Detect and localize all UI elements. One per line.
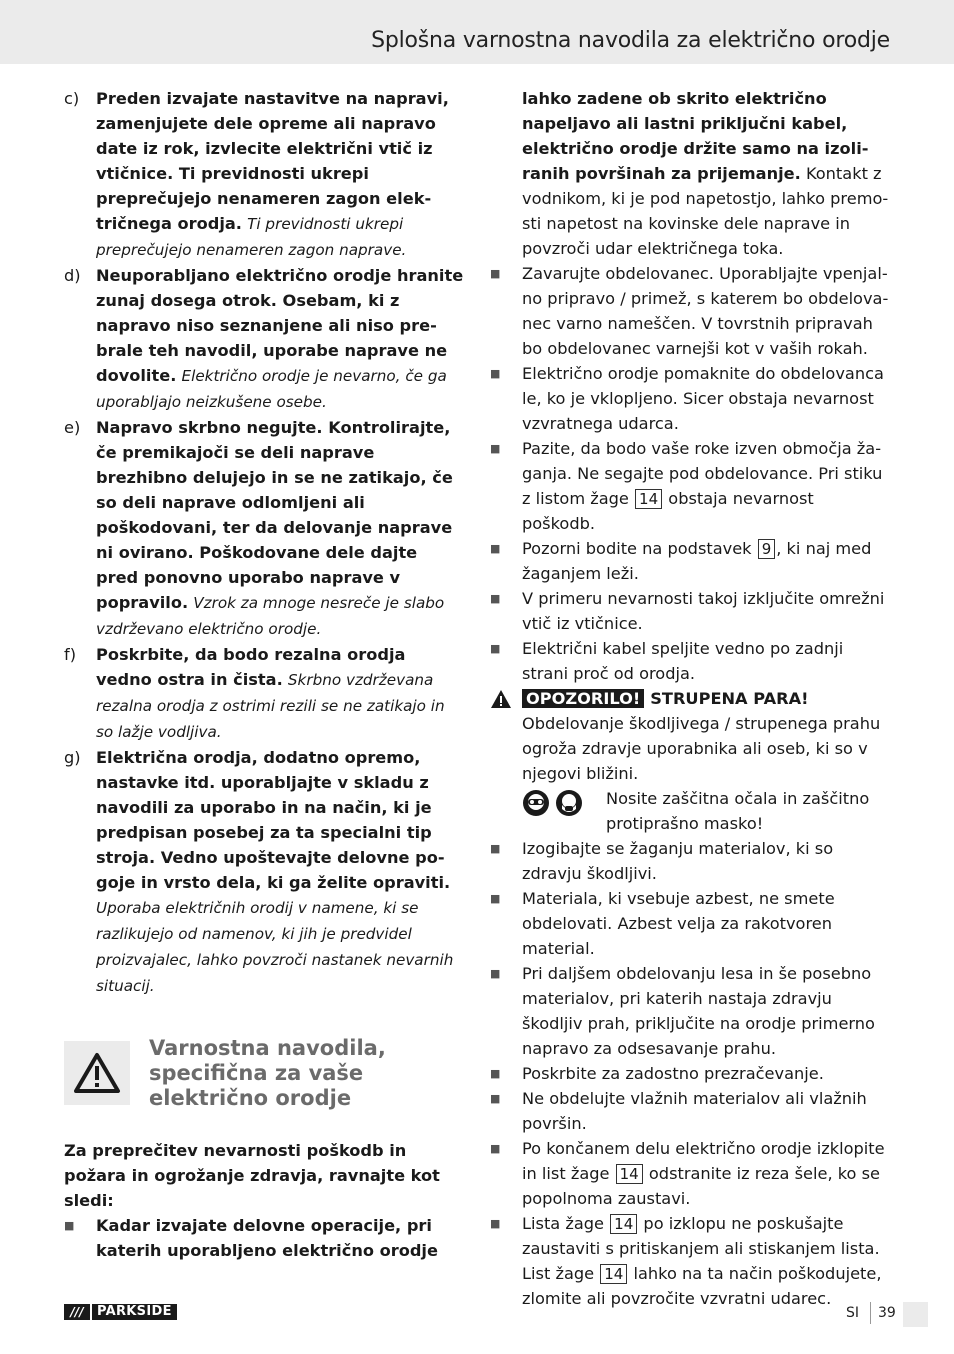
brand-mark: /// [64, 1304, 90, 1320]
list-item [490, 436, 890, 536]
bullet-icon: ■ [490, 1067, 501, 1080]
ppe-notice [490, 786, 890, 836]
list-item [490, 536, 890, 586]
bullet-text: obstaja nevarnost poškodb. [522, 489, 814, 533]
bullet-text: Električno orodje pomaknite do obdelovanca le, ko je vklopljeno. Sicer obstaja nevarnost vzvratnega udarca. [522, 364, 884, 433]
bullet-icon: ■ [490, 542, 501, 555]
bullet-text: Izogibajte se žaganju materialov, ki so zdravju škodljivi. [522, 839, 834, 883]
bullet-icon: ■ [490, 892, 501, 905]
bullet-icon: ■ [490, 592, 501, 605]
brand-logo [64, 1303, 177, 1321]
bullet-icon: ■ [490, 442, 501, 455]
list-item [64, 86, 464, 263]
bullet-text: Električni kabel speljite vedno po zadnji strani proč od orodja. [522, 639, 844, 683]
warning-text: Obdelovanje škodljivega / strupenega prahu ogroža zdravje uporabnika ali oseb, ki so v njegovi bližini. [522, 714, 881, 783]
item-label: e) [64, 418, 81, 437]
bullet-icon: ■ [490, 1092, 501, 1105]
item-italic-text: Ti previdnosti ukrepi preprečujejo nenameren zagon naprave. [96, 215, 407, 259]
part-ref: 14 [610, 1214, 637, 1234]
item-italic-text: Uporaba električnih orodij v namene, ki se razlikujejo od namenov, ki jih je predvidel proizvajalec, lahko povzroči nastanek nevarnih situacij. [96, 899, 454, 995]
bullet-text: Materiala, ki vsebuje azbest, ne smete obdelovati. Azbest velja za rakotvoren material. [522, 889, 835, 958]
part-ref: 14 [616, 1164, 643, 1184]
item-bold-text: Poskrbite, da bodo rezalna orodja vedno ostra in čista. [96, 645, 406, 689]
bullet-text: V primeru nevarnosti takoj izključite omrežni vtič iz vtičnice. [522, 589, 885, 633]
bullet-text: lahko na ta način poškodujete, zlomite ali povzročite vzvratni udarec. [522, 1264, 882, 1308]
brand-name: PARKSIDE [92, 1304, 177, 1320]
item-label: c) [64, 89, 80, 108]
ppe-icons [522, 789, 583, 824]
continuation-bold: lahko zadene ob skrito električno napeljavo ali lastni priključni kabel, električno orodje držite samo na izoliranih površinah za prijemanje. [522, 89, 869, 183]
warning-title: STRUPENA PARA! [650, 689, 809, 708]
warning-triangle-icon [64, 1041, 130, 1105]
part-ref: 9 [758, 539, 776, 559]
item-bold-text: Neuporabljano električno orodje hranite zunaj dosega otrok. Osebam, ki z napravo niso seznanjene ali niso prebrale teh navodil, uporabe naprave ne dovolite. [96, 266, 464, 385]
bullet-text: Ne obdelujte vlažnih materialov ali vlažnih površin. [522, 1089, 867, 1133]
bullet-text: po izklopu ne poskušajte zaustaviti s pritiskanjem ali stiskanjem lista. List žage [522, 1214, 880, 1283]
warning-label: OPOZORILO! [522, 689, 644, 708]
bullet-text: Pri daljšem obdelovanju lesa in še posebno materialov, pri katerih nastaja zdravju škodljiv prah, priključite na orodje primerno napravo za odsesavanje prahu. [522, 964, 875, 1058]
ppe-text: Nosite zaščitna očala in zaščitno protiprašno masko! [606, 789, 870, 833]
warning-triangle-icon [490, 689, 512, 709]
footer-divider [870, 1302, 871, 1324]
bullet-icon: ■ [490, 967, 501, 980]
list-item [64, 263, 464, 415]
item-italic-text: Vzrok za mnoge nesreče je slabo vzdrževano električno orodje. [96, 594, 445, 638]
page-title: Splošna varnostna navodila za električno orodje [371, 28, 890, 53]
bullet-icon: ■ [490, 842, 501, 855]
item-bold-text: Napravo skrbno negujte. Kontrolirajte, če premikajoči se deli naprave brezhibno delujejo in se ne zatikajo, če so deli naprave odlomljeni ali poškodovani, ter da delovanje naprave ni ovirano. Poškodovane dele dajte pred ponovno uporabo naprave v popravilo. [96, 418, 453, 612]
item-italic-text: Električno orodje je nevarno, če ga uporabljajo neizkušene osebe. [96, 367, 447, 411]
section-icon-box [64, 1041, 130, 1105]
part-ref: 14 [635, 489, 662, 509]
list-item [490, 836, 890, 886]
list-item [490, 361, 890, 436]
bullet-text: Pazite, da bodo vaše roke izven območja žaganja. Ne segajte pod obdelovance. Pri stiku z listom žage [522, 439, 883, 508]
section-title: Varnostna navodila, specifična za vaše električno orodje [149, 1036, 386, 1110]
item-italic-text: Skrbno vzdrževana rezalna orodja z ostrimi rezili se ne zatikajo in so lažje vodljiva. [96, 671, 445, 741]
item-label: d) [64, 266, 81, 285]
continuation-text: Kontakt z vodnikom, ki je pod napetostjo, lahko premosti napetost na kovinske dele naprave in povzroči udar električnega toka. [522, 164, 889, 258]
dust-mask-icon [555, 789, 583, 817]
page-header [0, 0, 954, 64]
warning-heading [490, 686, 890, 711]
list-item [64, 415, 464, 642]
list-item [490, 636, 890, 686]
item-label: f) [64, 645, 77, 664]
section-intro: Za preprečitev nevarnosti poškodb in požara in ogrožanje zdravja, ravnajte kot sledi: [64, 1141, 440, 1210]
list-item [64, 1213, 464, 1263]
list-item [490, 1086, 890, 1136]
list-item [490, 1136, 890, 1211]
item-label: g) [64, 748, 81, 767]
bullet-text: , ki naj med žaganjem leži. [522, 539, 872, 583]
bullet-icon: ■ [490, 642, 501, 655]
list-item [490, 1061, 890, 1086]
safety-goggles-icon [522, 789, 550, 817]
list-item [64, 745, 464, 999]
footer-tab [903, 1302, 928, 1327]
list-item [490, 261, 890, 361]
item-bold-text: Preden izvajate nastavitve na napravi, zamenjujete dele opreme ali napravo date iz rok, izvlecite električni vtič iz vtičnice. Ti previdnosti ukrepi preprečujejo nenameren zagon električnega orodja. [96, 89, 449, 233]
bullet-icon: ■ [64, 1219, 75, 1232]
item-bold-text: Kadar izvajate delovne operacije, pri katerih uporabljeno električno orodje [96, 1216, 438, 1260]
bullet-text: Pozorni bodite na podstavek [522, 539, 752, 558]
bullet-text: Zavarujte obdelovanec. Uporabljajte vpenjalno pripravo / primež, s katerem bo obdelovanec varno nameščen. V tovrstnih pripravah bo obdelovanec varnejši kot v vaših rokah. [522, 264, 889, 358]
section-intro-block [64, 1138, 464, 1263]
list-item [490, 586, 890, 636]
right-column [490, 86, 890, 1311]
part-ref: 14 [600, 1264, 627, 1284]
list-item [64, 642, 464, 745]
left-column [64, 86, 464, 999]
item-bold-text: Električna orodja, dodatno opremo, nastavke itd. uporabljajte v skladu z navodili za uporabo in na način, ki je predpisan posebej za ta specialni tip stroja. Vedno upoštevajte delovne pogoje in vrsto dela, ki ga želite opraviti. [96, 748, 451, 892]
list-item [490, 1211, 890, 1311]
language-code: SI [846, 1305, 860, 1321]
page-number: 39 [878, 1305, 896, 1321]
continuation-paragraph [490, 86, 890, 261]
list-item [490, 961, 890, 1061]
bullet-text: Lista žage [522, 1214, 605, 1233]
bullet-icon: ■ [490, 367, 501, 380]
bullet-text: Poskrbite za zadostno prezračevanje. [522, 1064, 824, 1083]
bullet-text: odstranite iz reza šele, ko se popolnoma zaustavi. [522, 1164, 880, 1208]
bullet-text: Po končanem delu električno orodje izklopite in list žage [522, 1139, 885, 1183]
bullet-icon: ■ [490, 1217, 501, 1230]
list-item [490, 886, 890, 961]
bullet-icon: ■ [490, 267, 501, 280]
bullet-icon: ■ [490, 1142, 501, 1155]
